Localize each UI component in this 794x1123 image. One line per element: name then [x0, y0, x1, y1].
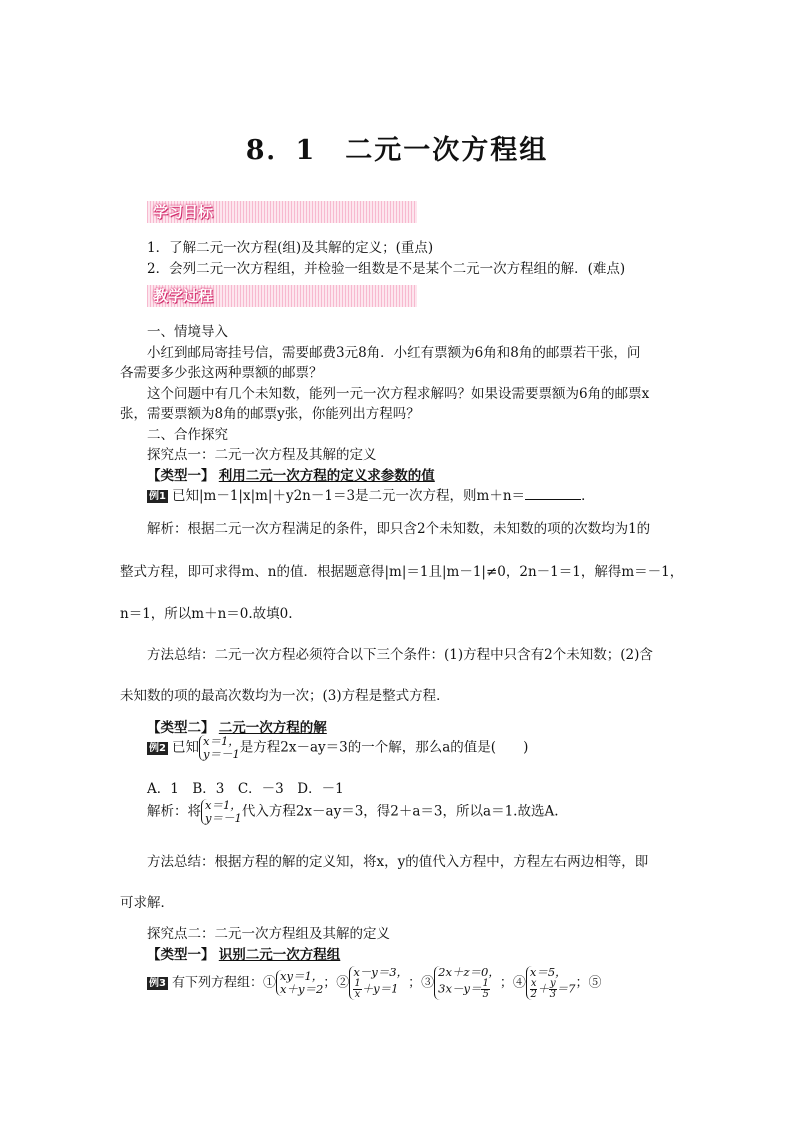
example-1-summary-a: 方法总结：二元一次方程必须符合以下三个条件：(1)方程中只含有2个未知数；(2)含	[147, 647, 653, 663]
system-1: xy＝1， x＋y＝2	[276, 970, 323, 996]
mark-4: ；④	[499, 975, 526, 991]
type2-label: 【类型二】	[147, 720, 215, 736]
system-4: x＝5， $\frac{x}{2}+$ $\frac{y}{3}=7$	[526, 966, 576, 1000]
example-1-solution-a: 解析：根据二元一次方程满足的条件，即只含2个未知数，未知数的项的次数均为1的	[147, 521, 651, 537]
example-3-pre: 有下列方程组：①	[171, 975, 276, 991]
section-heading-explore: 二、合作探究	[147, 427, 228, 443]
type1-heading	[147, 464, 435, 484]
type2-heading	[147, 716, 327, 736]
teaching-process-banner	[147, 285, 417, 307]
example-2-solution-post: 代入方程2x－ay＝3，得2＋a＝3，所以a＝1.故选A.	[241, 803, 559, 820]
type1-label: 【类型一】	[147, 468, 215, 484]
example-1-summary-b: 未知数的项的最高次数均为一次；(3)方程是整式方程．	[120, 688, 450, 704]
teaching-process-label: 教学过程	[153, 287, 214, 305]
system-3: 2x＋z＝0， 3x－y＝ $\frac{1}{5}$	[434, 966, 500, 1000]
goal-2: 2．会列二元一次方程组，并检验一组数是不是某个二元一次方程组的解．(难点)	[147, 261, 626, 277]
example-3-tag: 例3	[149, 977, 166, 989]
mark-5: ；⑤	[575, 975, 602, 991]
goal-1: 1．了解二元一次方程(组)及其解的定义；(重点)	[147, 240, 434, 256]
example-2-solution-pre: 解析：将	[147, 803, 201, 820]
mark-2: ；②	[323, 975, 350, 991]
intro-paragraph-1a: 小红到邮局寄挂号信，需要邮费3元8角．小红有票额为6角和8角的邮票若干张，问	[147, 345, 641, 361]
type2-title: 二元一次方程的解	[218, 720, 327, 736]
example-2-solution	[147, 799, 559, 825]
page-title: 8．1 二元一次方程组	[245, 135, 549, 166]
example-2-tag: 例2	[149, 742, 166, 754]
learning-goals-banner	[147, 201, 417, 223]
explore-point-1: 探究点一：二元一次方程及其解的定义	[147, 447, 377, 463]
mark-3: ；③	[408, 975, 435, 991]
type3-heading	[147, 943, 340, 963]
example-3	[147, 966, 601, 1000]
example-2-choices: A．1 B．3 C．－3 D．－1	[147, 781, 344, 797]
intro-paragraph-2b: 张，需要票额为8角的邮票y张，你能列出方程吗？	[120, 406, 420, 422]
intro-paragraph-2a: 这个问题中有几个未知数，能列一元一次方程求解吗？如果设需要票额为6角的邮票x	[147, 386, 650, 402]
system-2: x－y＝3， $\frac{1}{x}+y=1$	[349, 966, 408, 1000]
example-1	[147, 484, 595, 504]
example-2	[147, 735, 528, 761]
example-1-solution-c: n＝1，所以m＋n＝0.故填0.	[120, 606, 293, 622]
intro-paragraph-1b: 各需要多少张这两种票额的邮票？	[120, 365, 323, 381]
type3-title: 识别二元一次方程组	[218, 947, 341, 963]
example-2-system: x＝1， y＝－1	[199, 735, 240, 761]
example-2-solution-system: x＝1， y＝－1	[201, 799, 242, 825]
example-1-end: ．	[581, 488, 595, 504]
type3-label: 【类型一】	[147, 947, 215, 963]
example-1-text: 已知|m－1|x|m|＋y2n－1＝3是二元一次方程，则m＋n＝	[171, 488, 526, 504]
example-2-pre: 已知	[171, 739, 199, 756]
explore-point-2: 探究点二：二元一次方程组及其解的定义	[147, 926, 390, 942]
type1-title: 利用二元一次方程的定义求参数的值	[218, 468, 435, 484]
answer-blank	[525, 487, 581, 500]
example-2-post: 是方程2x－ay＝3的一个解，那么a的值是( )	[239, 739, 529, 756]
learning-goals-label: 学习目标	[153, 203, 214, 221]
section-heading-intro: 一、情境导入	[147, 324, 228, 340]
example-1-tag: 例1	[149, 491, 166, 502]
example-2-summary-a: 方法总结：根据方程的解的定义知，将x，y的值代入方程中，方程左右两边相等，即	[147, 854, 649, 870]
example-2-summary-b: 可求解．	[120, 895, 174, 911]
example-1-solution-b: 整式方程，即可求得m、n的值．根据题意得|m|＝1且|m－1|≠0，2n－1＝1，解得m＝－1，	[120, 564, 684, 580]
